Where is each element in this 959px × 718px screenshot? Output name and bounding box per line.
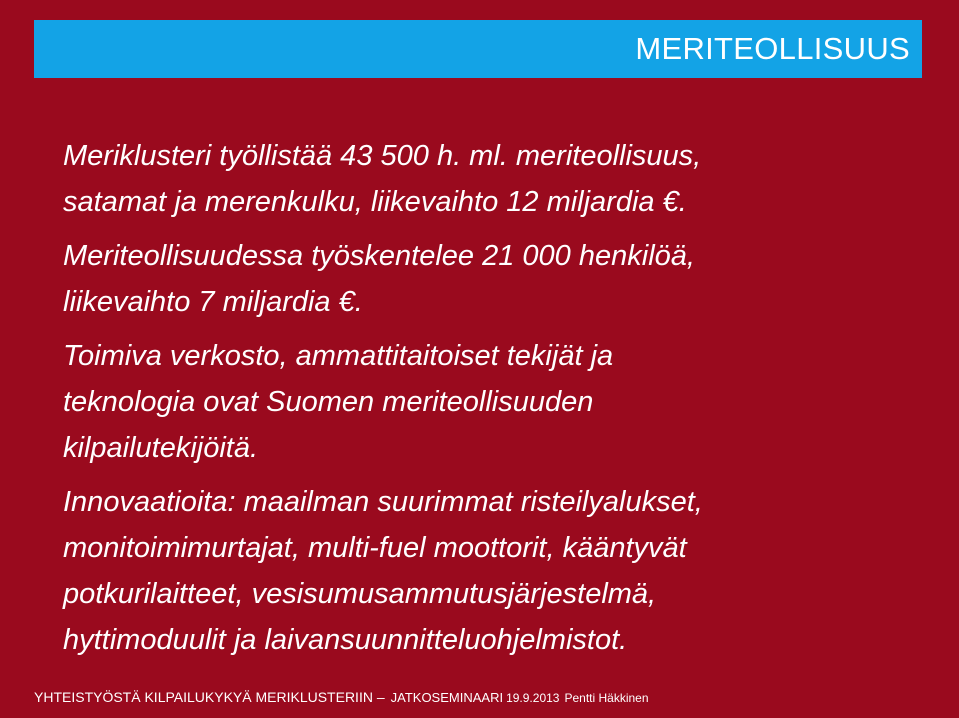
- text-line: Toimiva verkosto, ammattitaitoiset tekijät ja: [63, 340, 614, 372]
- text-line: hyttimoduulit ja laivansuunnitteluohjelmistot.: [63, 624, 628, 656]
- footer-project: YHTEISTYÖSTÄ KILPAILUKYKYÄ MERIKLUSTERIIN –: [34, 689, 385, 705]
- slide-title: MERITEOLLISUUS: [635, 31, 910, 66]
- slide-body: [63, 133, 913, 671]
- text-line: potkurilaitteet, vesisumusammutusjärjestelmä,: [63, 578, 657, 610]
- text-line: kilpailutekijöitä.: [63, 432, 259, 464]
- paragraph-innovations: [63, 479, 913, 663]
- paragraph-network: [63, 333, 913, 471]
- paragraph-employment: [63, 133, 913, 225]
- text-line: satamat ja merenkulku, liikevaihto 12 miljardia €.: [63, 186, 687, 218]
- text-line: Innovaatioita: maailman suurimmat risteilyalukset,: [63, 486, 703, 518]
- text-line: teknologia ovat Suomen meriteollisuuden: [63, 386, 594, 418]
- slide-footer: [34, 687, 649, 708]
- text-line: monitoimimurtajat, multi-fuel moottorit, kääntyvät: [63, 532, 687, 564]
- text-line: Meriteollisuudessa työskentelee 21 000 henkilöä,: [63, 240, 695, 272]
- paragraph-marine-industry: [63, 233, 913, 325]
- text-line: liikevaihto 7 miljardia €.: [63, 286, 363, 318]
- footer-date: 19.9.2013: [506, 691, 560, 705]
- footer-event: JATKOSEMINAARI: [390, 690, 504, 705]
- text-line: Meriklusteri työllistää 43 500 h. ml. meriteollisuus,: [63, 140, 702, 172]
- title-bar: [34, 20, 922, 78]
- footer-author: Pentti Häkkinen: [564, 691, 649, 705]
